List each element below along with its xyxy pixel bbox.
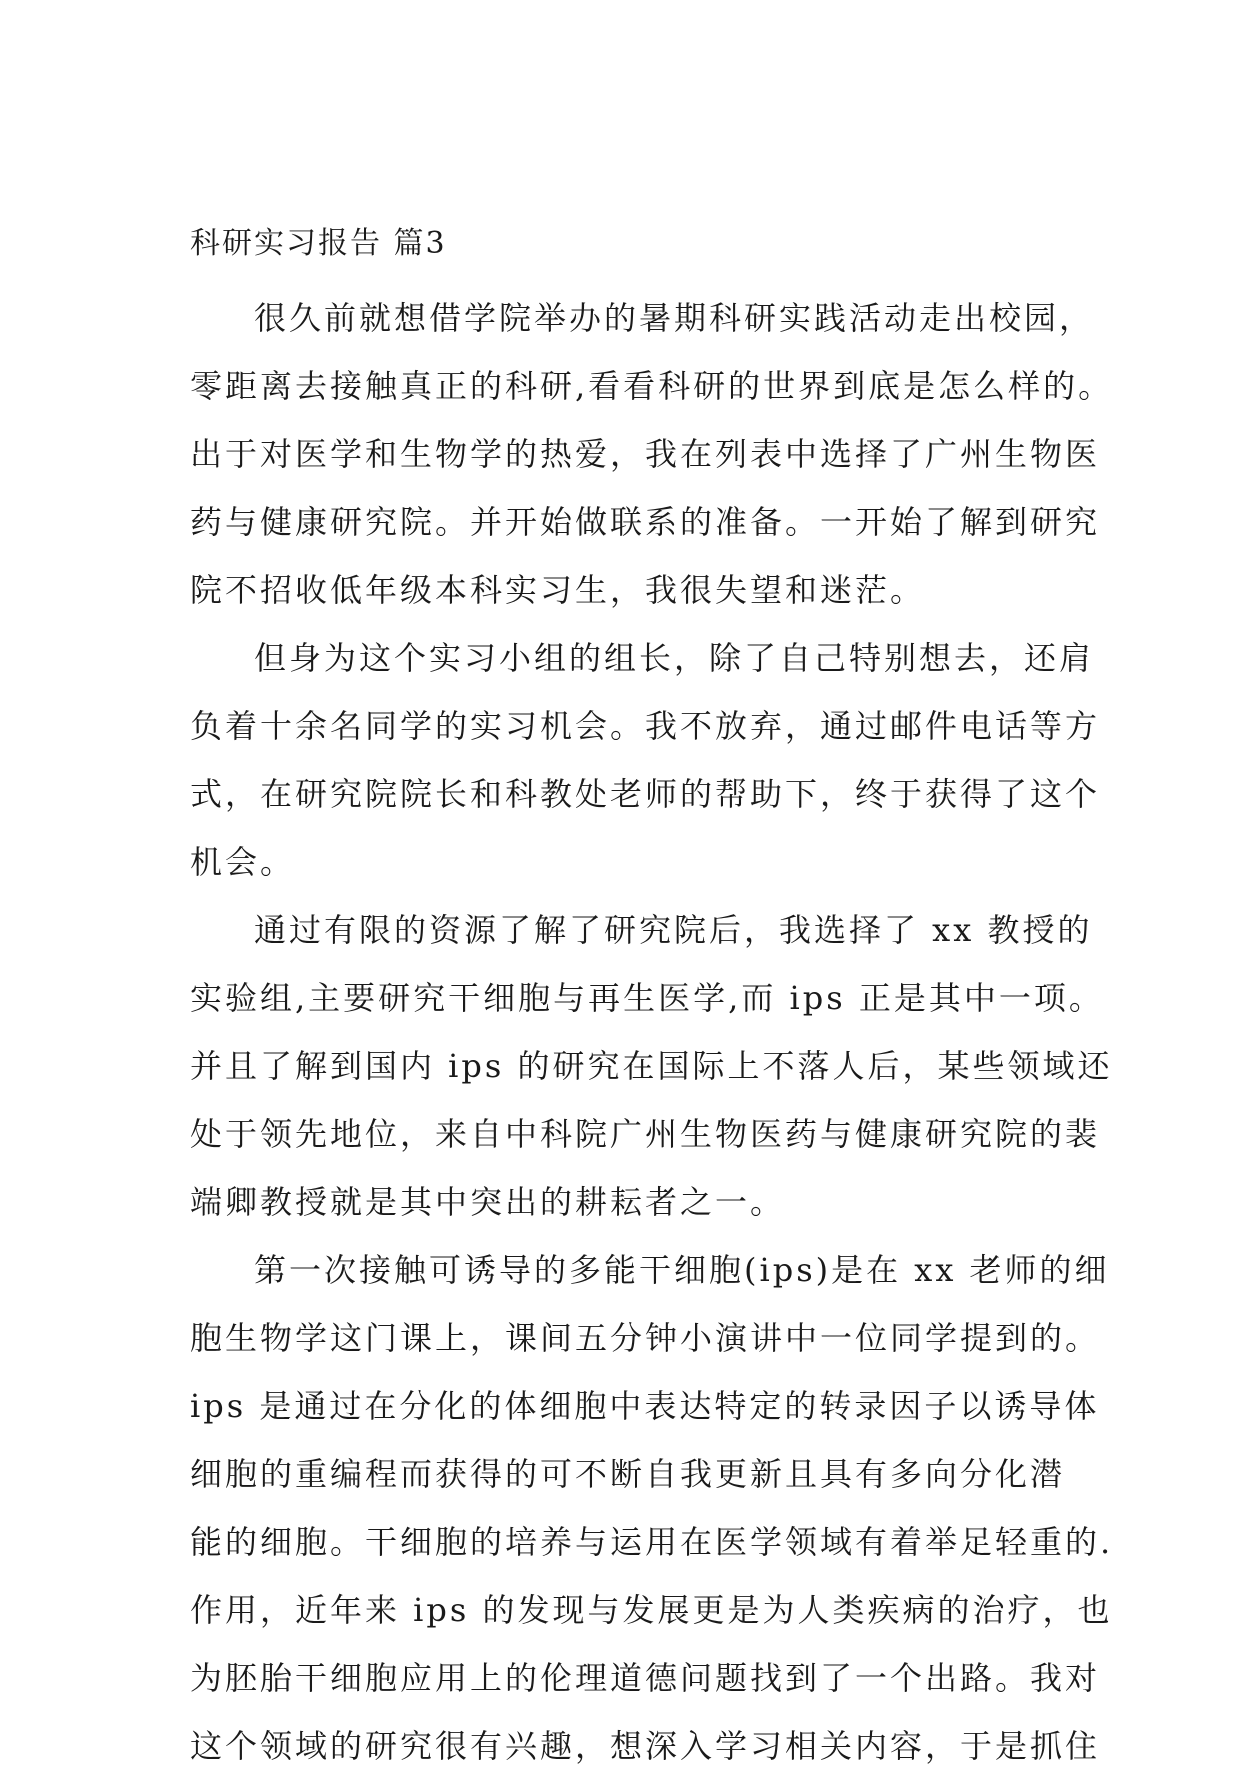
text-line: 这个领域的研究很有兴趣，想深入学习相关内容，于是抓住 xyxy=(190,1727,1101,1765)
text-line: 零距离去接触真正的科研,看看科研的世界到底是怎么样的。 xyxy=(190,367,1114,405)
text-line: 机会。 xyxy=(190,843,296,881)
paragraph-4 xyxy=(190,1236,1114,1780)
text-line: 并且了解到国内 ips 的研究在国际上不落人后，某些领域还 xyxy=(190,1047,1113,1085)
text-line: 作用，近年来 ips 的发现与发展更是为人类疾病的治疗，也 xyxy=(190,1591,1113,1629)
text-line: 为胚胎干细胞应用上的伦理道德问题找到了一个出路。我对 xyxy=(190,1659,1101,1697)
text-line: 出于对医学和生物学的热爱，我在列表中选择了广州生物医 xyxy=(190,435,1101,473)
text-line: 第一次接触可诱导的多能干细胞(ips)是在 xx 老师的细 xyxy=(254,1251,1110,1289)
paragraph-2 xyxy=(190,624,1101,896)
text-line: 实验组,主要研究干细胞与再生医学,而 ips 正是其中一项。 xyxy=(190,979,1104,1017)
text-line: 能的细胞。干细胞的培养与运用在医学领域有着举足轻重的. xyxy=(190,1523,1114,1561)
text-line: 负着十余名同学的实习机会。我不放弃，通过邮件电话等方 xyxy=(190,707,1101,745)
document-title: 科研实习报告 篇3 xyxy=(190,226,447,261)
text-line: 很久前就想借学院举办的暑期科研实践活动走出校园， xyxy=(254,299,1095,337)
document-body xyxy=(190,216,1114,1780)
text-line: 端卿教授就是其中突出的耕耘者之一。 xyxy=(190,1183,786,1221)
text-line: ips 是通过在分化的体细胞中表达特定的转录因子以诱导体 xyxy=(190,1387,1100,1425)
paragraph-3 xyxy=(190,896,1113,1236)
paragraph-1 xyxy=(190,284,1114,624)
text-line: 处于领先地位，来自中科院广州生物医药与健康研究院的裴 xyxy=(190,1115,1101,1153)
text-line: 通过有限的资源了解了研究院后，我选择了 xx 教授的 xyxy=(254,911,1093,949)
text-line: 院不招收低年级本科实习生，我很失望和迷茫。 xyxy=(190,571,926,609)
text-line: 胞生物学这门课上，课间五分钟小演讲中一位同学提到的。 xyxy=(190,1319,1101,1357)
text-line: 药与健康研究院。并开始做联系的准备。一开始了解到研究 xyxy=(190,503,1101,541)
text-line: 式，在研究院院长和科教处老师的帮助下，终于获得了这个 xyxy=(190,775,1101,813)
text-line: 细胞的重编程而获得的可不断自我更新且具有多向分化潜 xyxy=(190,1455,1066,1493)
text-line: 但身为这个实习小组的组长，除了自己特别想去，还肩 xyxy=(254,639,1095,677)
